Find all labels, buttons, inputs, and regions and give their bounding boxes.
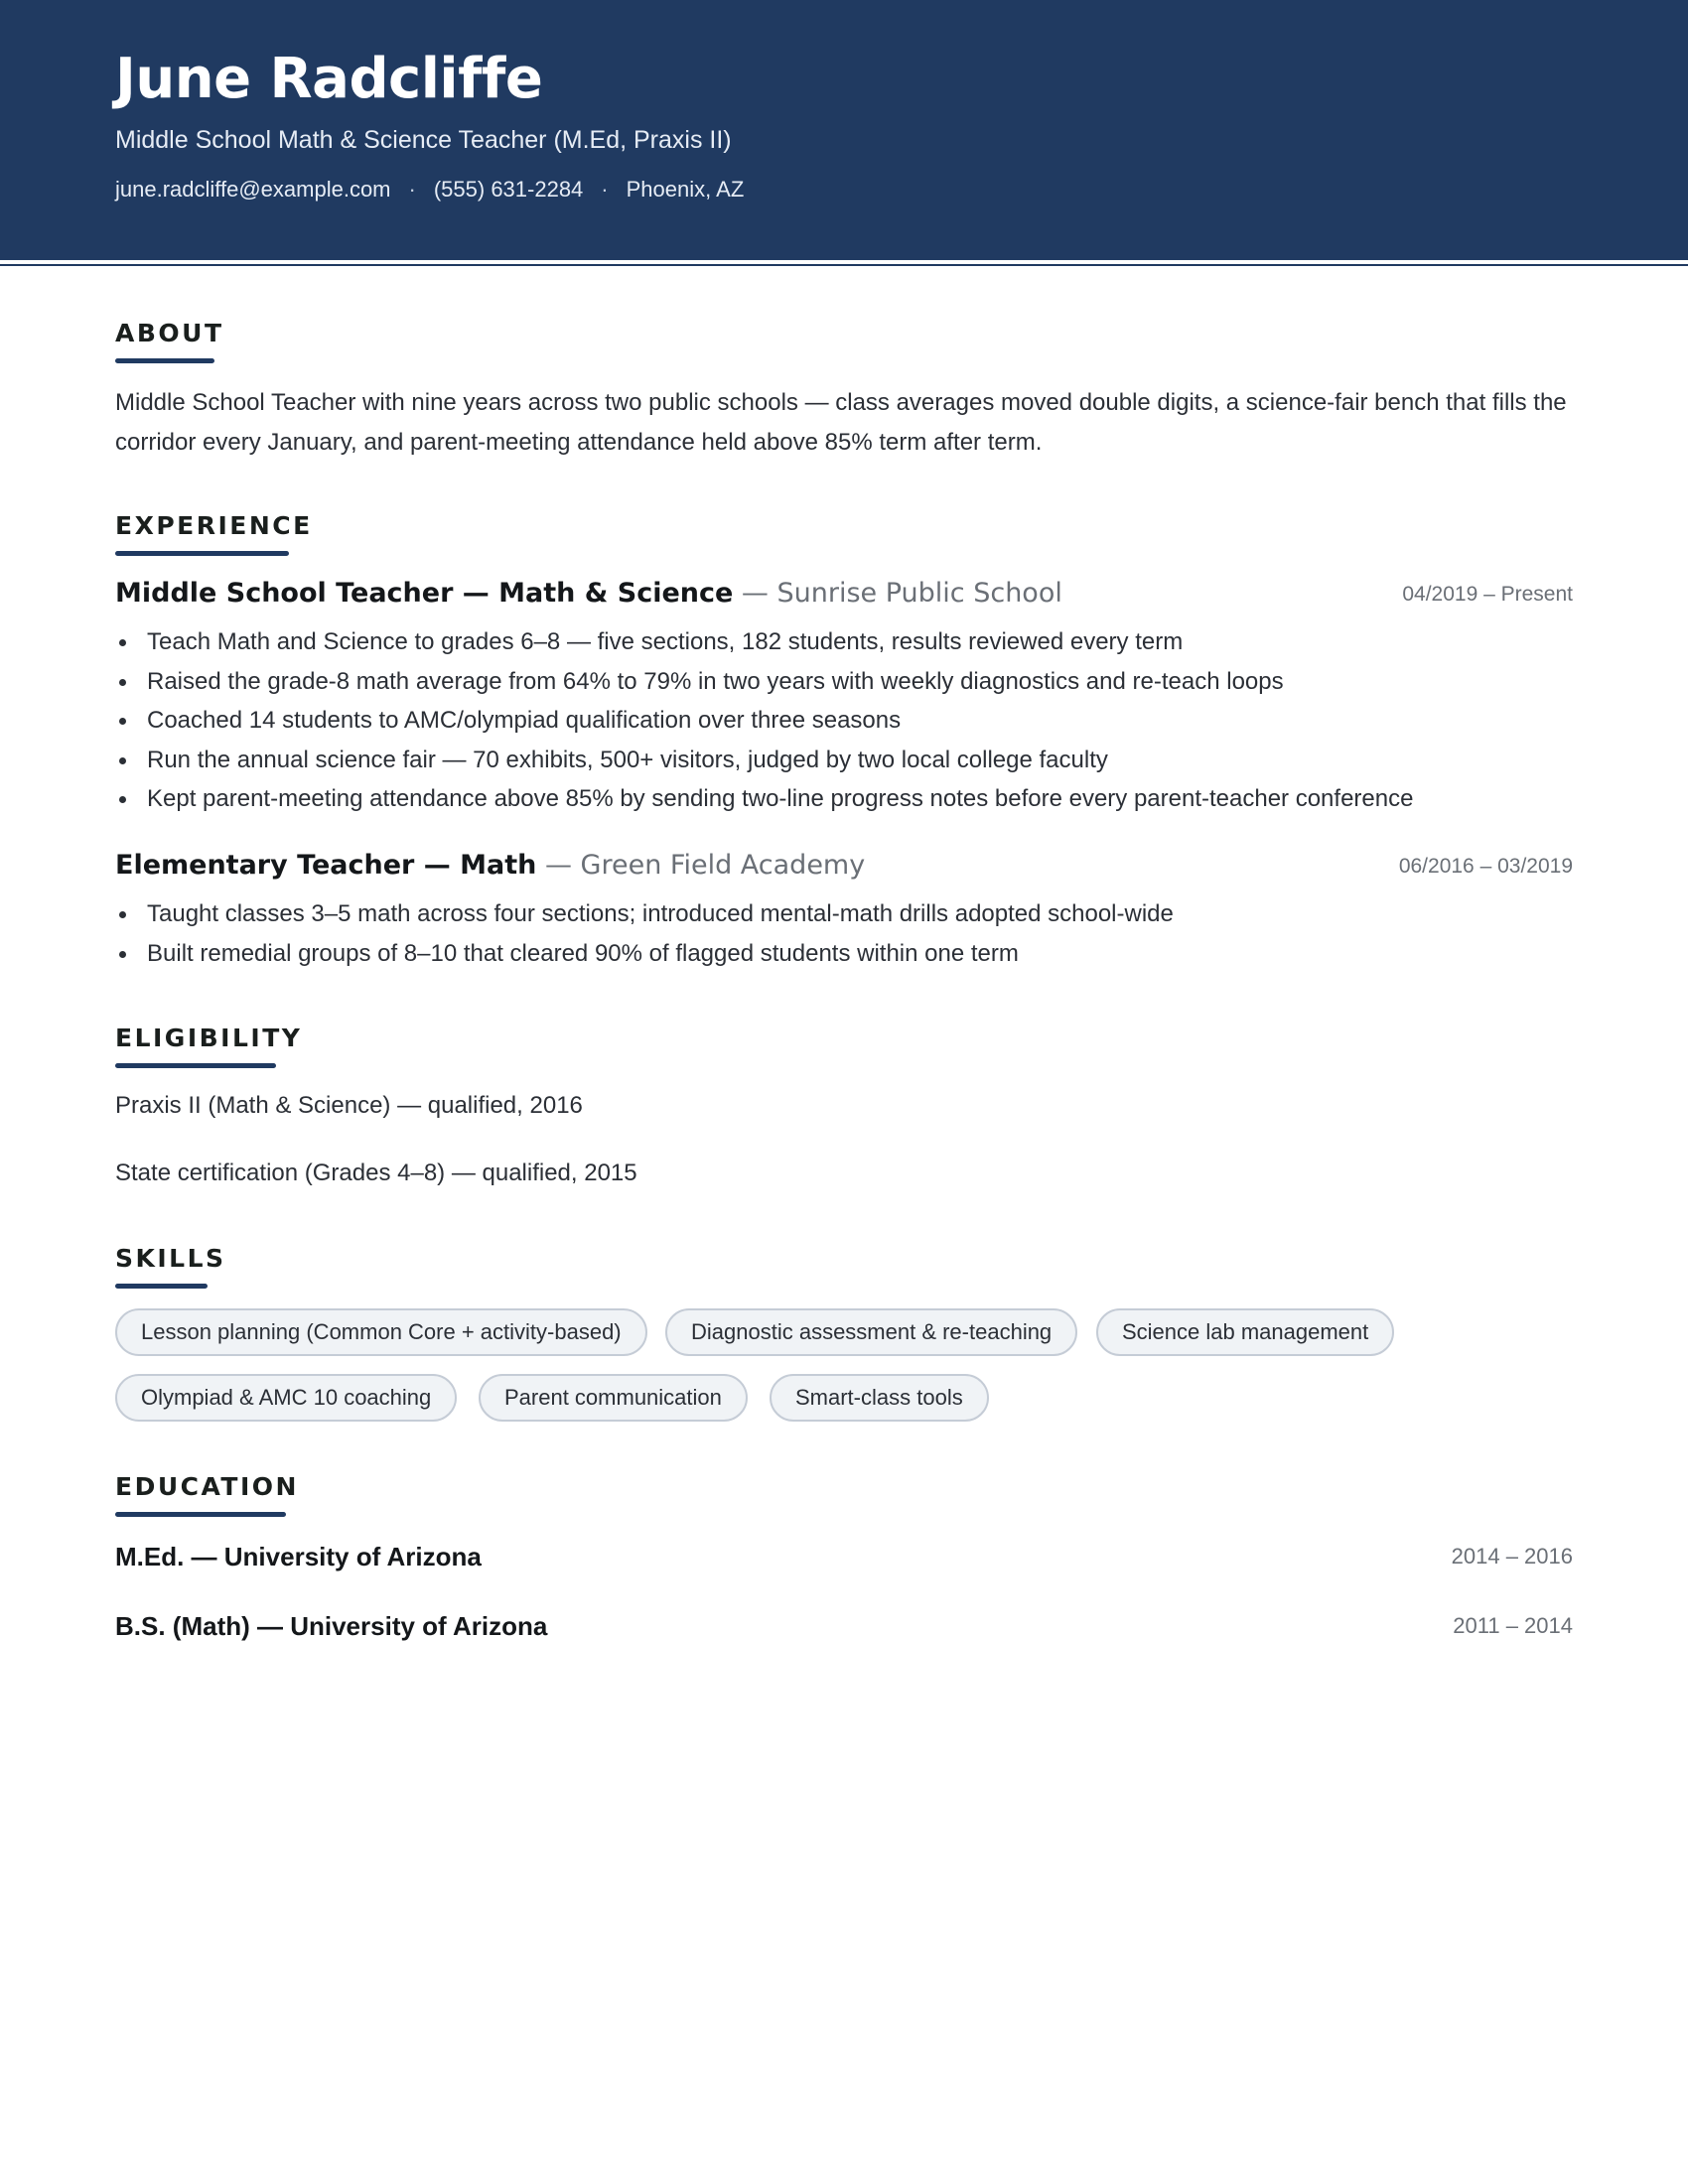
job-title [115, 575, 1062, 613]
job-organization: Green Field Academy [580, 850, 866, 881]
job-dates: 04/2019 – Present [1402, 583, 1573, 606]
candidate-name: June Radcliffe [115, 47, 543, 111]
job-role: Middle School Teacher — Math & Science [115, 578, 734, 609]
bullet-dot [119, 911, 126, 918]
resume-header [0, 0, 1688, 260]
skill-chip: Olympiad & AMC 10 coaching [115, 1374, 457, 1422]
contact-email: june.radcliffe@example.com [115, 177, 391, 202]
job-bullet [115, 622, 1575, 662]
skill-chip: Lesson planning (Common Core + activity-based) [115, 1308, 647, 1356]
skill-chip: Parent communication [479, 1374, 748, 1422]
contact-location: Phoenix, AZ [626, 177, 745, 202]
header-divider [0, 264, 1688, 266]
bullet-dot [119, 951, 126, 958]
job-bullet [115, 894, 1575, 934]
section-underline [115, 551, 289, 556]
section-underline [115, 1063, 276, 1068]
job-bullets [115, 622, 1575, 819]
bullet-dot [119, 757, 126, 764]
job-bullet-text: Taught classes 3–5 math across four sections; introduced mental-math drills adopted school-wide [147, 900, 1174, 927]
job-bullet [115, 934, 1575, 974]
job-bullet-text: Raised the grade-8 math average from 64% to 79% in two years with weekly diagnostics and re-teach loops [147, 667, 1284, 695]
job-bullet-text: Run the annual science fair — 70 exhibits, 500+ visitors, judged by two local college faculty [147, 746, 1108, 773]
education-degree: M.Ed. — University of Arizona [115, 1542, 482, 1571]
education-degree: B.S. (Math) — University of Arizona [115, 1611, 548, 1641]
job-bullets [115, 894, 1575, 973]
job-bullet-text: Built remedial groups of 8–10 that cleared 90% of flagged students within one term [147, 939, 1019, 967]
section-title-about: ABOUT [115, 319, 224, 347]
job-dash: — [544, 850, 572, 881]
section-underline [115, 1512, 286, 1517]
job-organization: Sunrise Public School [776, 578, 1062, 609]
candidate-headline: Middle School Math & Science Teacher (M.Ed, Praxis II) [115, 126, 732, 154]
bullet-dot [119, 639, 126, 646]
job-dates: 06/2016 – 03/2019 [1398, 855, 1573, 878]
job-role: Elementary Teacher — Math [115, 850, 537, 881]
section-title-skills: SKILLS [115, 1244, 226, 1273]
section-title-education: EDUCATION [115, 1472, 299, 1501]
job-bullet [115, 779, 1575, 819]
education-dates: 2011 – 2014 [1453, 1613, 1573, 1638]
skill-chip: Smart-class tools [770, 1374, 989, 1422]
section-title-experience: EXPERIENCE [115, 511, 313, 540]
job-bullet [115, 662, 1575, 702]
bullet-dot [119, 718, 126, 725]
contact-separator: · [408, 177, 416, 202]
bullet-dot [119, 679, 126, 686]
eligibility-item: State certification (Grades 4–8) — qualified, 2015 [115, 1160, 637, 1186]
bullet-dot [119, 796, 126, 803]
skill-chip: Diagnostic assessment & re-teaching [665, 1308, 1077, 1356]
job-title [115, 847, 865, 885]
eligibility-item: Praxis II (Math & Science) — qualified, 2016 [115, 1092, 583, 1119]
section-title-eligibility: ELIGIBILITY [115, 1024, 303, 1052]
contact-phone: (555) 631-2284 [433, 177, 584, 202]
section-underline [115, 1284, 208, 1289]
job-bullet-text: Coached 14 students to AMC/olympiad qualification over three seasons [147, 707, 902, 734]
job-bullet-text: Teach Math and Science to grades 6–8 — five sections, 182 students, results reviewed every term [147, 628, 1184, 655]
skill-chip: Science lab management [1096, 1308, 1394, 1356]
job-dash: — [741, 578, 769, 609]
about-text: Middle School Teacher with nine years across two public schools — class averages moved double digits, a science-fair bench that fills the corridor every January, and parent-meeting attendance held above 85% term after term. [115, 389, 1567, 456]
job-bullet-text: Kept parent-meeting attendance above 85% by sending two-line progress notes before every parent-teacher conference [147, 785, 1414, 812]
education-dates: 2014 – 2016 [1451, 1544, 1573, 1569]
job-bullet [115, 701, 1575, 741]
contact-line [115, 175, 744, 205]
job-bullet [115, 741, 1575, 780]
section-underline [115, 358, 214, 363]
contact-separator: · [601, 177, 609, 202]
